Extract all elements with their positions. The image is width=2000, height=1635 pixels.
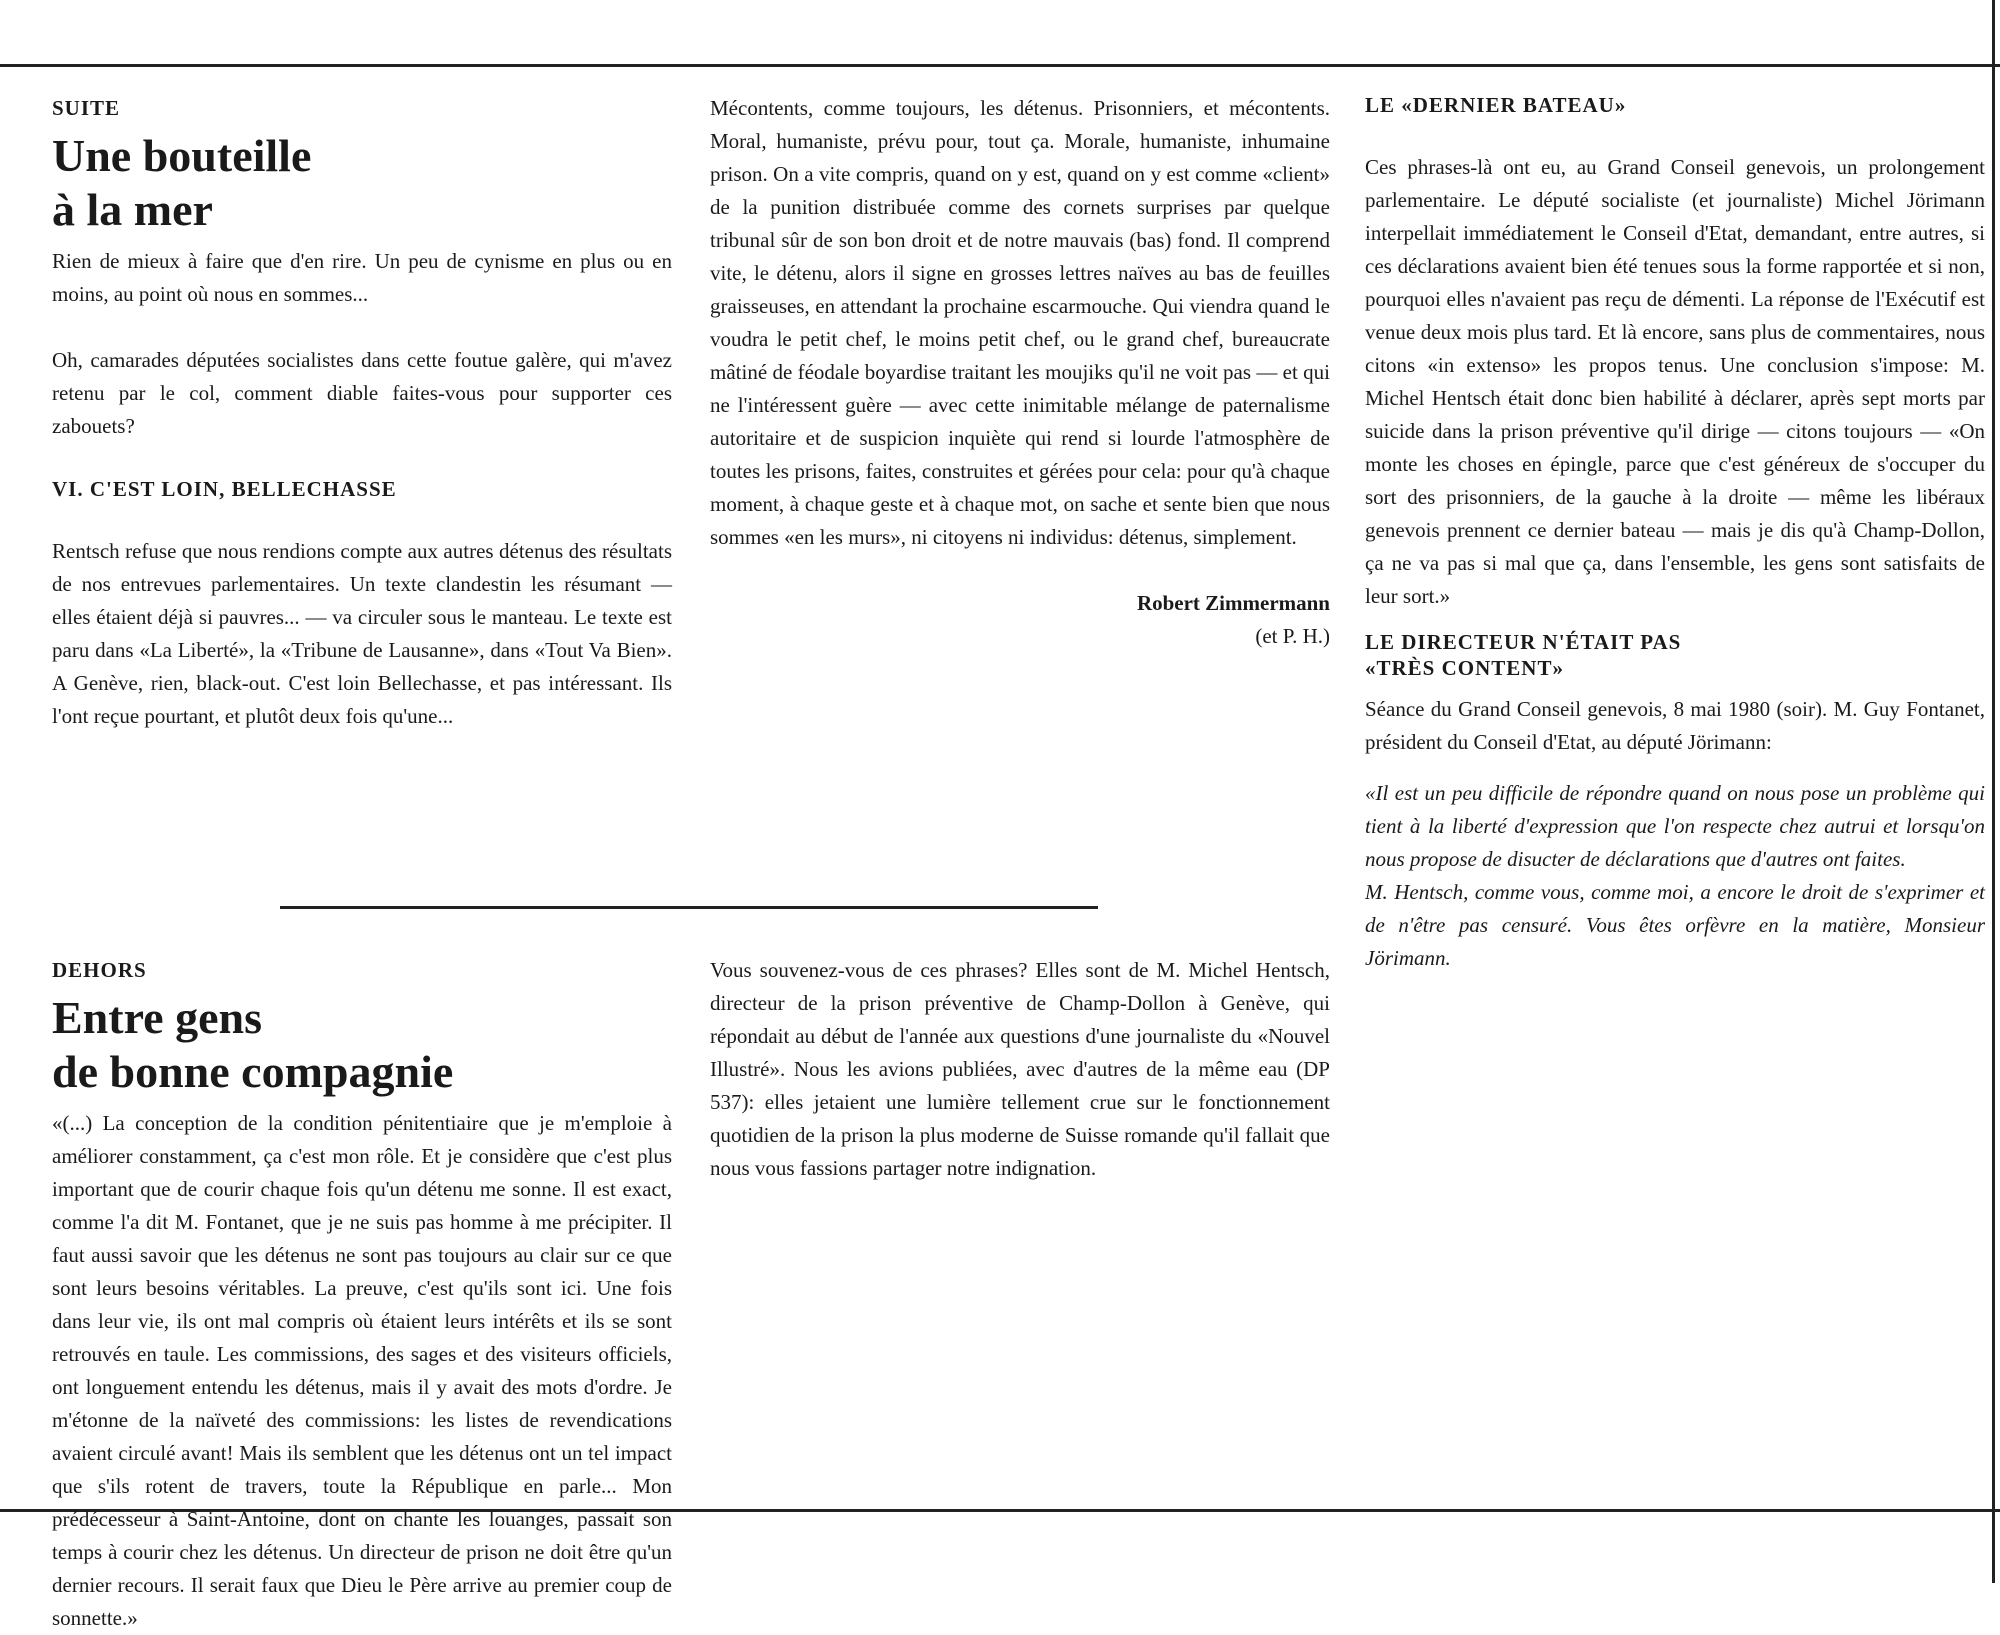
article2-column-3 [1365, 92, 1985, 975]
article2-headline-line1: Entre gens [52, 992, 262, 1043]
article1-paragraph-4: Mécontents, comme toujours, les détenus. Prisonniers, et mécontents. Moral, humaniste, prévu pour, tout ça. Morale, humaniste, inhumaine prison. On a vite compris, quand on y est, quand on y est comme «client» de la punition distribuée comme des cornets surprises par quelque tribunal sûr de son bon droit et de notre mauvais (bas) fond. Il comprend vite, le détenu, alors il signe en grosses lettres naïves au bas de feuilles graisseuses, en attendant la prochaine escarmouche. Qui viendra quand le voudra le petit chef, le moins petit chef, ou le grand chef, bureaucrate mâtiné de féodale boyardise traitant les moujiks qu'il ne voit pas — et qui ne l'intéressent guère — avec cette inimitable mélange de paternalisme autoritaire et de suspicion inquiète qui rend si lourde l'atmosphère de toutes les prisons, faites, construites et gérées pour cela: pour qu'à chaque moment, à chaque geste et à chaque mot, on sache et sente bien que nous sommes «en les murs», ni citoyens ni individus: détenus, simplement. [710, 96, 1330, 549]
article1-signature-coauthor: (et P. H.) [1255, 624, 1330, 648]
article2-headline-line2: de bonne compagnie [52, 1046, 454, 1097]
article2-paragraph-4: Séance du Grand Conseil genevois, 8 mai 1980 (soir). M. Guy Fontanet, président du Conseil d'Etat, au député Jörimann: [1365, 697, 1985, 754]
article2-headline [52, 991, 672, 1099]
top-rule [0, 64, 2000, 67]
article1-column-2 [710, 92, 1330, 653]
article2-quote-paragraph: «(...) La conception de la condition pénitentiaire que je m'emploie à améliorer constamment, ça c'est mon rôle. Et je considère que c'est plus important que de courir chaque fois qu'un détenu me sonne. Il est exact, comme l'a dit M. Fontanet, que je ne suis pas homme à me précipiter. Il faut aussi savoir que les détenus ne sont pas toujours au clair sur ce que sont leurs besoins véritables. La preuve, c'est qu'ils sont ici. Une fois dans leur vie, ils ont mal compris où étaient leurs intérêts et ils se sont retrouvés en taule. Les commissions, des sages et des visiteurs officiels, ont longuement entendu les détenus, mais il y avait des mots d'ordre. Je m'étonne de la naïveté des commissions: les listes de revendications avaient circulé avant! Mais ils semblent que les détenus ont un tel impact que s'ils rotent de travers, toute la République en parle... Mon prédécesseur à Saint-Antoine, dont on chante les louanges, passait son temps à courir chez les détenus. Un directeur de prison ne doit être qu'un dernier recours. Il serait faux que Dieu le Père arrive au premier coup de sonnette.» [52, 1111, 672, 1630]
article1-headline [52, 129, 672, 237]
article1-signature: Robert Zimmermann [1136, 591, 1330, 615]
article2-subhead-2-line2: «TRÈS CONTENT» [1365, 656, 1564, 680]
article2-subhead-1: LE «DERNIER BATEAU» [1365, 93, 1627, 117]
article2-quote-1: «Il est un peu difficile de répondre quand on nous pose un problème qui tient à la liberté d'expression que l'on respecte chez autrui et lorsqu'on nous propose de disucter de déclarations que d'autres ont faites. [1365, 781, 1985, 871]
article1-paragraph-1: Rien de mieux à faire que d'en rire. Un peu de cynisme en plus ou en moins, au point où nous en sommes... [52, 249, 672, 306]
article1-subhead: VI. C'EST LOIN, BELLECHASSE [52, 477, 397, 501]
article-separator-rule [280, 906, 1098, 909]
article2-quote-2: M. Hentsch, comme vous, comme moi, a encore le droit de s'exprimer et de n'être pas censuré. Vous êtes orfèvre en la matière, Monsieur Jörimann. [1365, 880, 1985, 970]
article1-headline-line1: Une bouteille [52, 130, 312, 181]
article1-column-1 [52, 92, 672, 733]
article2-column-1 [52, 954, 672, 1635]
article2-column-2 [710, 954, 1330, 1185]
article1-paragraph-3: Rentsch refuse que nous rendions compte aux autres détenus des résultats de nos entrevues parlementaires. Un texte clandestin les résumant — elles étaient déjà si pauvres... — va circuler sous le manteau. Le texte est paru dans «La Liberté», la «Tribune de Lausanne», dans «Tout Va Bien». A Genève, rien, black-out. C'est loin Bellechasse, et pas intéressant. Ils l'ont reçue pourtant, et plutôt deux fois qu'une... [52, 539, 672, 728]
article1-kicker: SUITE [52, 96, 121, 120]
article1-headline-line2: à la mer [52, 184, 213, 235]
article2-paragraph-2: Vous souvenez-vous de ces phrases? Elles sont de M. Michel Hentsch, directeur de la prison préventive de Champ-Dollon à Genève, qui répondait au début de l'année aux questions d'une journaliste du «Nouvel Illustré». Nous les avions publiées, avec d'autres de la même eau (DP 537): elles jetaient une lumière tellement crue sur le fonctionnement quotidien de la prison la plus moderne de Suisse romande qu'il fallait que nous vous fassions partager notre indignation. [710, 958, 1330, 1180]
article1-paragraph-2: Oh, camarades députées socialistes dans cette foutue galère, qui m'avez retenu par le col, comment diable faites-vous pour supporter ces zabouets? [52, 348, 672, 438]
article2-subhead-2-line1: LE DIRECTEUR N'ÉTAIT PAS [1365, 630, 1682, 654]
right-edge-rule [1992, 0, 1995, 1583]
article2-paragraph-3: Ces phrases-là ont eu, au Grand Conseil genevois, un prolongement parlementaire. Le député socialiste (et journaliste) Michel Jörimann interpellait immédiatement le Conseil d'Etat, demandant, entre autres, si ces déclarations avaient bien été tenues sous la forme rapportée et si non, pourquoi elles n'avaient pas reçu de démenti. La réponse de l'Exécutif est venue deux mois plus tard. Et là encore, sans plus de commentaires, nous citons «in extenso» les propos tenus. Une conclusion s'impose: M. Michel Hentsch était donc bien habilité à déclarer, après sept morts par suicide dans la prison préventive qu'il dirige — citons toujours — «On monte les choses en épingle, parce que c'est généreux de s'occuper du sort des prisonniers, de la gauche à la droite — même les libéraux genevois prennent ce dernier bateau — mais je dis qu'à Champ-Dollon, ça ne va pas si mal que ça, dans l'ensemble, les gens sont satisfaits de leur sort.» [1365, 155, 1985, 608]
article2-kicker: DEHORS [52, 958, 147, 982]
